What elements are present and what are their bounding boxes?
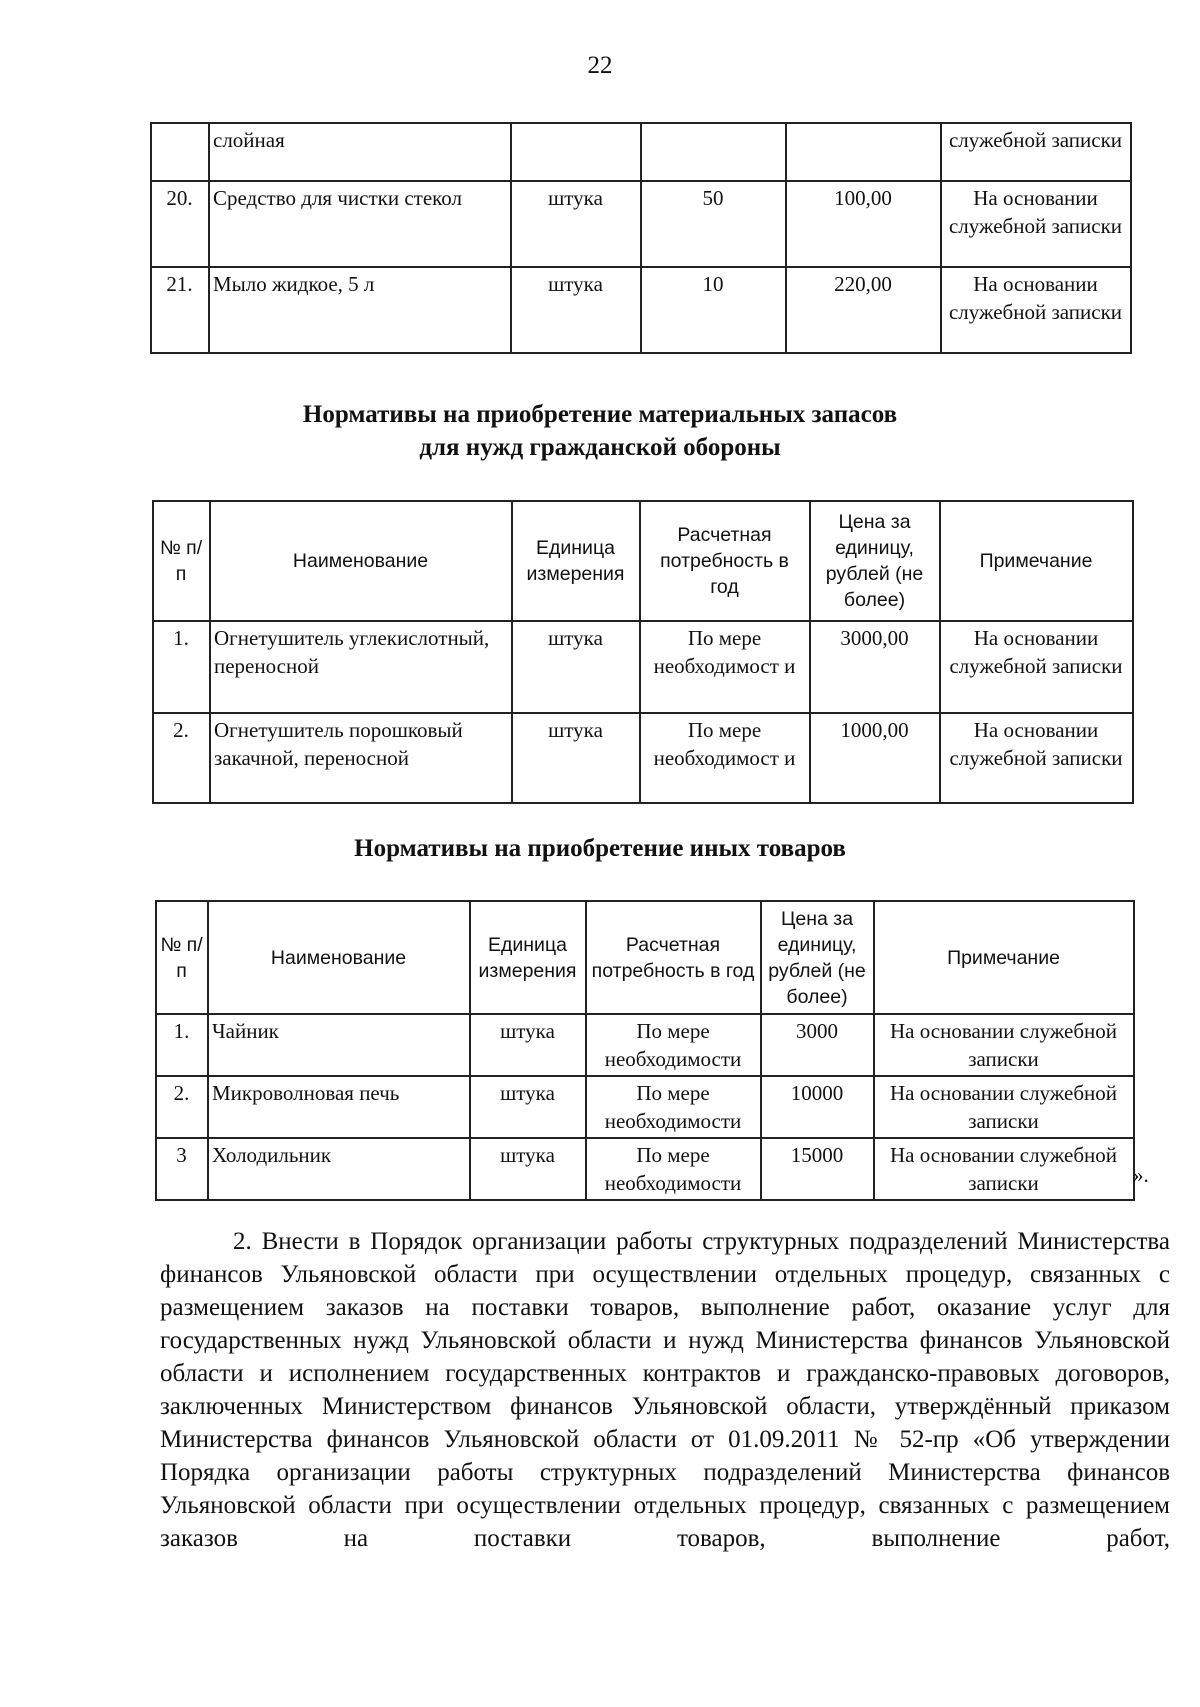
body-paragraph: 2. Внести в Порядок организации работы структурных подразделений Министерства финансов Ульяновской области при осуществлении отдельных процедур, связанных с размещением заказов на поставки товаров, выполнение работ, оказание услуг для государственных нужд Ульяновской области и нужд Министерства финансов Ульяновской области и исполнением государственных контрактов и гражданско-правовых договоров, заключенных Министерством финансов Ульяновской области, утверждённый приказом Министерства финансов Ульяновской области от 01.09.2011 № 52-пр «Об утверждении Порядка организации работы структурных подразделений Министерства финансов Ульяновской области при осуществлении отдельных процедур, связанных с размещением заказов на поставки товаров, выполнение работ, <box>160 1228 1170 1552</box>
item-note: служебной записки <box>941 123 1131 181</box>
item-price: 220,00 <box>786 267 941 353</box>
item-unit: штука <box>511 267 641 353</box>
civil-defense-table <box>152 500 1134 804</box>
item-unit: штука <box>511 181 641 267</box>
header-number: № п/п <box>156 901 208 1014</box>
header-note: Примечание <box>874 901 1134 1014</box>
item-price: 1000,00 <box>810 713 940 803</box>
item-quantity: 50 <box>641 181 786 267</box>
table-row <box>153 713 1133 803</box>
table-row <box>153 621 1133 713</box>
header-note: Примечание <box>940 501 1133 621</box>
section-title-line: Нормативы на приобретение материальных запасов <box>302 401 898 428</box>
item-note: На основании служебной записки <box>874 1076 1134 1138</box>
item-price <box>786 123 941 181</box>
header-quantity: Расчетная потребность в год <box>586 901 761 1014</box>
item-name: Микроволновая печь <box>208 1076 470 1138</box>
item-price: 15000 <box>761 1138 874 1200</box>
row-number: 1. <box>156 1014 208 1076</box>
header-name: Наименование <box>208 901 470 1014</box>
item-price: 3000 <box>761 1014 874 1076</box>
table-row <box>151 181 1131 267</box>
section-title-civil-defense <box>0 398 1200 464</box>
section-title-other-goods: Нормативы на приобретение иных товаров <box>354 835 846 862</box>
header-price: Цена за единицу, рублей (не более) <box>810 501 940 621</box>
header-quantity: Расчетная потребность в год <box>640 501 810 621</box>
table-header-row <box>156 901 1134 1014</box>
table-header-row <box>153 501 1133 621</box>
table-row <box>156 1076 1134 1138</box>
closing-quote-mark: ». <box>1133 1163 1149 1187</box>
item-unit: штука <box>512 713 640 803</box>
item-name: Мыло жидкое, 5 л <box>209 267 511 353</box>
item-price: 3000,00 <box>810 621 940 713</box>
item-name: Огнетушитель порошковый закачной, переносной <box>210 713 512 803</box>
item-quantity: По мере необходимости <box>586 1076 761 1138</box>
row-number: 1. <box>153 621 210 713</box>
item-name: Огнетушитель углекислотный, переносной <box>210 621 512 713</box>
table-row <box>151 123 1131 181</box>
item-price: 10000 <box>761 1076 874 1138</box>
item-note: На основании служебной записки <box>941 181 1131 267</box>
item-note: На основании служебной записки <box>874 1138 1134 1200</box>
header-name: Наименование <box>210 501 512 621</box>
table-row <box>156 1014 1134 1076</box>
header-unit: Единица измерения <box>470 901 586 1014</box>
item-quantity: 10 <box>641 267 786 353</box>
item-quantity: По мере необходимост и <box>640 621 810 713</box>
item-unit: штука <box>470 1014 586 1076</box>
item-price: 100,00 <box>786 181 941 267</box>
row-number: 20. <box>151 181 209 267</box>
item-unit: штука <box>512 621 640 713</box>
item-note: На основании служебной записки <box>940 621 1133 713</box>
item-quantity <box>641 123 786 181</box>
item-note: На основании служебной записки <box>941 267 1131 353</box>
item-note: На основании служебной записки <box>940 713 1133 803</box>
header-number: № п/п <box>153 501 210 621</box>
item-name: Средство для чистки стекол <box>209 181 511 267</box>
item-name: слойная <box>209 123 511 181</box>
header-unit: Единица измерения <box>512 501 640 621</box>
item-name: Чайник <box>208 1014 470 1076</box>
section-title-line: для нужд гражданской обороны <box>419 434 781 461</box>
item-note: На основании служебной записки <box>874 1014 1134 1076</box>
item-unit: штука <box>470 1076 586 1138</box>
row-number: 2. <box>153 713 210 803</box>
continuation-table <box>150 122 1132 354</box>
row-number: 21. <box>151 267 209 353</box>
item-quantity: По мере необходимост и <box>640 713 810 803</box>
item-unit <box>511 123 641 181</box>
header-price: Цена за единицу, рублей (не более) <box>761 901 874 1014</box>
item-quantity: По мере необходимости <box>586 1138 761 1200</box>
row-number: 3 <box>156 1138 208 1200</box>
table-row <box>151 267 1131 353</box>
item-name: Холодильник <box>208 1138 470 1200</box>
item-unit: штука <box>470 1138 586 1200</box>
other-goods-table <box>155 900 1135 1201</box>
item-quantity: По мере необходимости <box>586 1014 761 1076</box>
row-number: 2. <box>156 1076 208 1138</box>
table-row <box>156 1138 1134 1200</box>
row-number <box>151 123 209 181</box>
page-number: 22 <box>587 52 613 79</box>
